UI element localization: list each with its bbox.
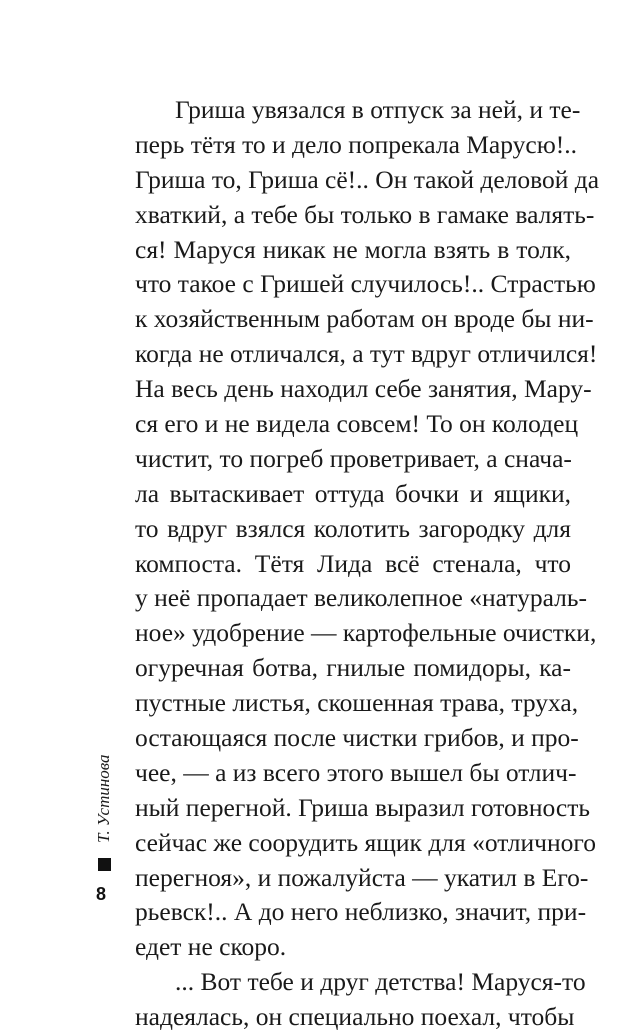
text-line: Гриша увязался в отпуск за ней, и те- — [175, 95, 581, 124]
text-line: сейчас же соорудить ящик для «отличного — [135, 827, 596, 857]
text-line: к хозяйственным работам он вроде бы ни- — [135, 304, 594, 334]
text-line: то вдруг взялся колотить загородку для — [135, 513, 571, 543]
text-line: ... Вот тебе и друг детства! Маруся-то — [175, 967, 586, 997]
text-line: что такое с Гришей случилось!.. Страстью — [135, 269, 596, 299]
body-text — [135, 93, 600, 1035]
square-bullet-icon — [98, 858, 111, 871]
running-head-author: Т. Устинова — [94, 754, 113, 843]
text-line: едет не скоро. — [135, 932, 287, 962]
text-line: Гриша то, Гриша сё!.. Он такой деловой да — [135, 164, 600, 194]
text-line: ся его и не видела совсем! То он колодец — [135, 409, 579, 439]
text-line: ный перегной. Гриша выразил готовность — [135, 792, 590, 822]
page-number: 8 — [96, 884, 107, 904]
text-line: остающаяся после чистки грибов, и про- — [135, 723, 579, 753]
text-line: ное» удобрение — картофельные очистки, — [135, 618, 597, 648]
text-line: огуречная ботва, гнилые помидоры, ка- — [135, 653, 571, 683]
text-line: когда не отличался, а тут вдруг отличился! — [135, 339, 598, 369]
text-line: компоста. Тётя Лида всё стенала, что — [135, 548, 571, 578]
text-line: перь тётя то и дело попрекала Марусю!.. — [135, 129, 578, 159]
text-line: перегноя», и пожалуйста — укатил в Его- — [135, 862, 589, 892]
text-line: ся! Маруся никак не могла взять в толк, — [135, 234, 571, 264]
text-line: у неё пропадает великолепное «натураль- — [135, 583, 587, 613]
text-line: чее, — а из всего этого вышел бы отлич- — [135, 757, 577, 787]
text-line: пустные листья, скошенная трава, труха, — [135, 688, 579, 718]
text-line: хваткий, а тебе бы только в гамаке валять- — [135, 199, 595, 229]
text-line: рьевск!.. А до него неблизко, значит, при- — [135, 897, 587, 927]
text-line: ла вытаскивает оттуда бочки и ящики, — [135, 478, 571, 508]
text-line: чистит, то погреб проветривает, а снача- — [135, 443, 572, 473]
text-line: На весь день находил себе занятия, Мару- — [135, 374, 592, 404]
text-line: надеялась, он специально поехал, чтобы — [135, 1002, 575, 1032]
